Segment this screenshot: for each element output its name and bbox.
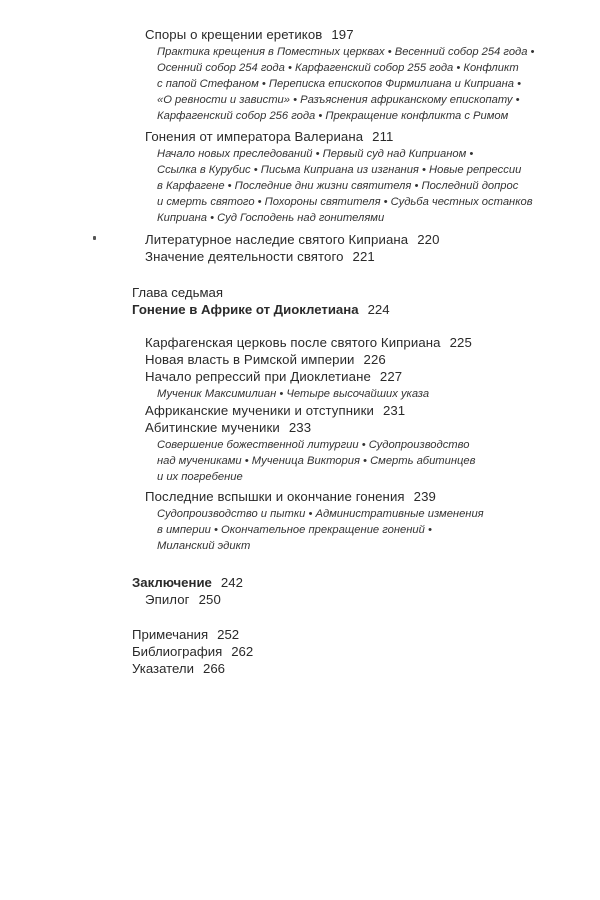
toc-entry-abitinian-martyrs [145, 419, 311, 436]
entry-page: 233 [288, 420, 312, 435]
entry-page: 225 [449, 335, 472, 350]
page-speck [93, 236, 96, 240]
toc-entry-conclusion [132, 574, 243, 591]
chapter-title-text: Гонение в Африке от Диоклетиана [132, 302, 359, 317]
toc-entry-last-outbreaks [145, 488, 436, 505]
entry-title: Африканские мученики и отступники [145, 403, 374, 418]
entry-title: Споры о крещении еретиков [145, 27, 323, 42]
chapter-title [132, 301, 390, 318]
toc-subtopics-repressions [157, 386, 577, 402]
subtopic-line: Киприана • Суд Господень над гонителями [157, 212, 385, 224]
toc-entry-bibliography [132, 643, 253, 660]
subtopic-line: Карфагенский собор 256 года • Прекращение конфликта с Римом [157, 110, 509, 122]
chapter-label: Глава седьмая [132, 285, 224, 300]
entry-title: Литературное наследие святого Киприана [145, 232, 409, 247]
entry-title: Начало репрессий при Диоклетиане [145, 369, 371, 384]
entry-title: Последние вспышки и окончание гонения [145, 489, 405, 504]
entry-page: 262 [231, 644, 254, 659]
entry-title: Указатели [132, 661, 194, 676]
toc-entry-indexes [132, 660, 225, 677]
entry-title: Карфагенская церковь после святого Киприана [145, 335, 441, 350]
entry-page: 221 [352, 249, 375, 264]
entry-page: 242 [220, 575, 243, 590]
entry-page: 211 [372, 129, 394, 144]
toc-entry-new-power [145, 351, 386, 368]
chapter-page: 224 [367, 302, 390, 317]
subtopic-line: Ссылка в Курубис • Письма Киприана из изгнания • Новые репрессии [157, 164, 522, 176]
entry-title: Гонения от императора Валериана [145, 129, 364, 144]
toc-entry-repressions [145, 368, 402, 385]
toc-subtopics-valerian [157, 146, 577, 226]
toc-entry-african-martyrs [145, 402, 405, 419]
toc-entry-carthage-church [145, 334, 472, 351]
toc-entry-significance [145, 248, 375, 265]
subtopic-line: в империи • Окончательное прекращение гонений • [157, 524, 432, 536]
entry-title: Новая власть в Римской империи [145, 352, 355, 367]
entry-title: Абитинские мученики [145, 420, 280, 435]
entry-title: Заключение [132, 575, 212, 590]
toc-subtopics-abitinian [157, 437, 577, 485]
subtopic-line: и их погребение [157, 471, 243, 483]
entry-page: 231 [382, 403, 406, 418]
entry-page: 226 [363, 352, 386, 367]
toc-subtopics-last-outbreaks [157, 506, 577, 554]
subtopic-line: Судопроизводство и пытки • Административные изменения [157, 508, 484, 520]
toc-entry-epilogue [145, 591, 221, 608]
toc-entry-notes [132, 626, 239, 643]
entry-title: Примечания [132, 627, 209, 642]
toc-subtopics-heretic-baptism [157, 44, 577, 124]
toc-entry-valerian [145, 128, 394, 145]
entry-page: 252 [217, 627, 240, 642]
subtopic-line: с папой Стефаном • Переписка епископов Фирмилиана и Киприана • [157, 78, 522, 90]
entry-page: 250 [198, 592, 221, 607]
subtopic-line: Начало новых преследований • Первый суд над Киприаном • [157, 148, 474, 160]
subtopic-line: над мучениками • Мученица Виктория • Смерть абитинцев [157, 455, 476, 467]
subtopic-line: Мученик Максимилиан • Четыре высочайших указа [157, 388, 430, 400]
subtopic-line: и смерть святого • Похороны святителя • Судьба честных останков [157, 196, 533, 208]
entry-page: 227 [379, 369, 403, 384]
subtopic-line: «О ревности и зависти» • Разъяснения африканскому епископату • [157, 94, 520, 106]
entry-page: 220 [417, 232, 440, 247]
toc-entry-literary-legacy [145, 231, 440, 248]
entry-title: Значение деятельности святого [145, 249, 344, 264]
entry-page: 266 [202, 661, 225, 676]
toc-entry-heretic-baptism [145, 26, 354, 43]
subtopic-line: Миланский эдикт [157, 540, 251, 552]
subtopic-line: Осенний собор 254 года • Карфагенский собор 255 года • Конфликт [157, 62, 519, 74]
entry-page: 239 [413, 489, 436, 504]
entry-title: Библиография [132, 644, 223, 659]
subtopic-line: Практика крещения в Поместных церквах • Весенний собор 254 года • [157, 46, 535, 58]
entry-page: 197 [331, 27, 354, 42]
entry-title: Эпилог [145, 592, 190, 607]
subtopic-line: Совершение божественной литургии • Судопроизводство [157, 439, 470, 451]
subtopic-line: в Карфагене • Последние дни жизни святителя • Последний допрос [157, 180, 519, 192]
